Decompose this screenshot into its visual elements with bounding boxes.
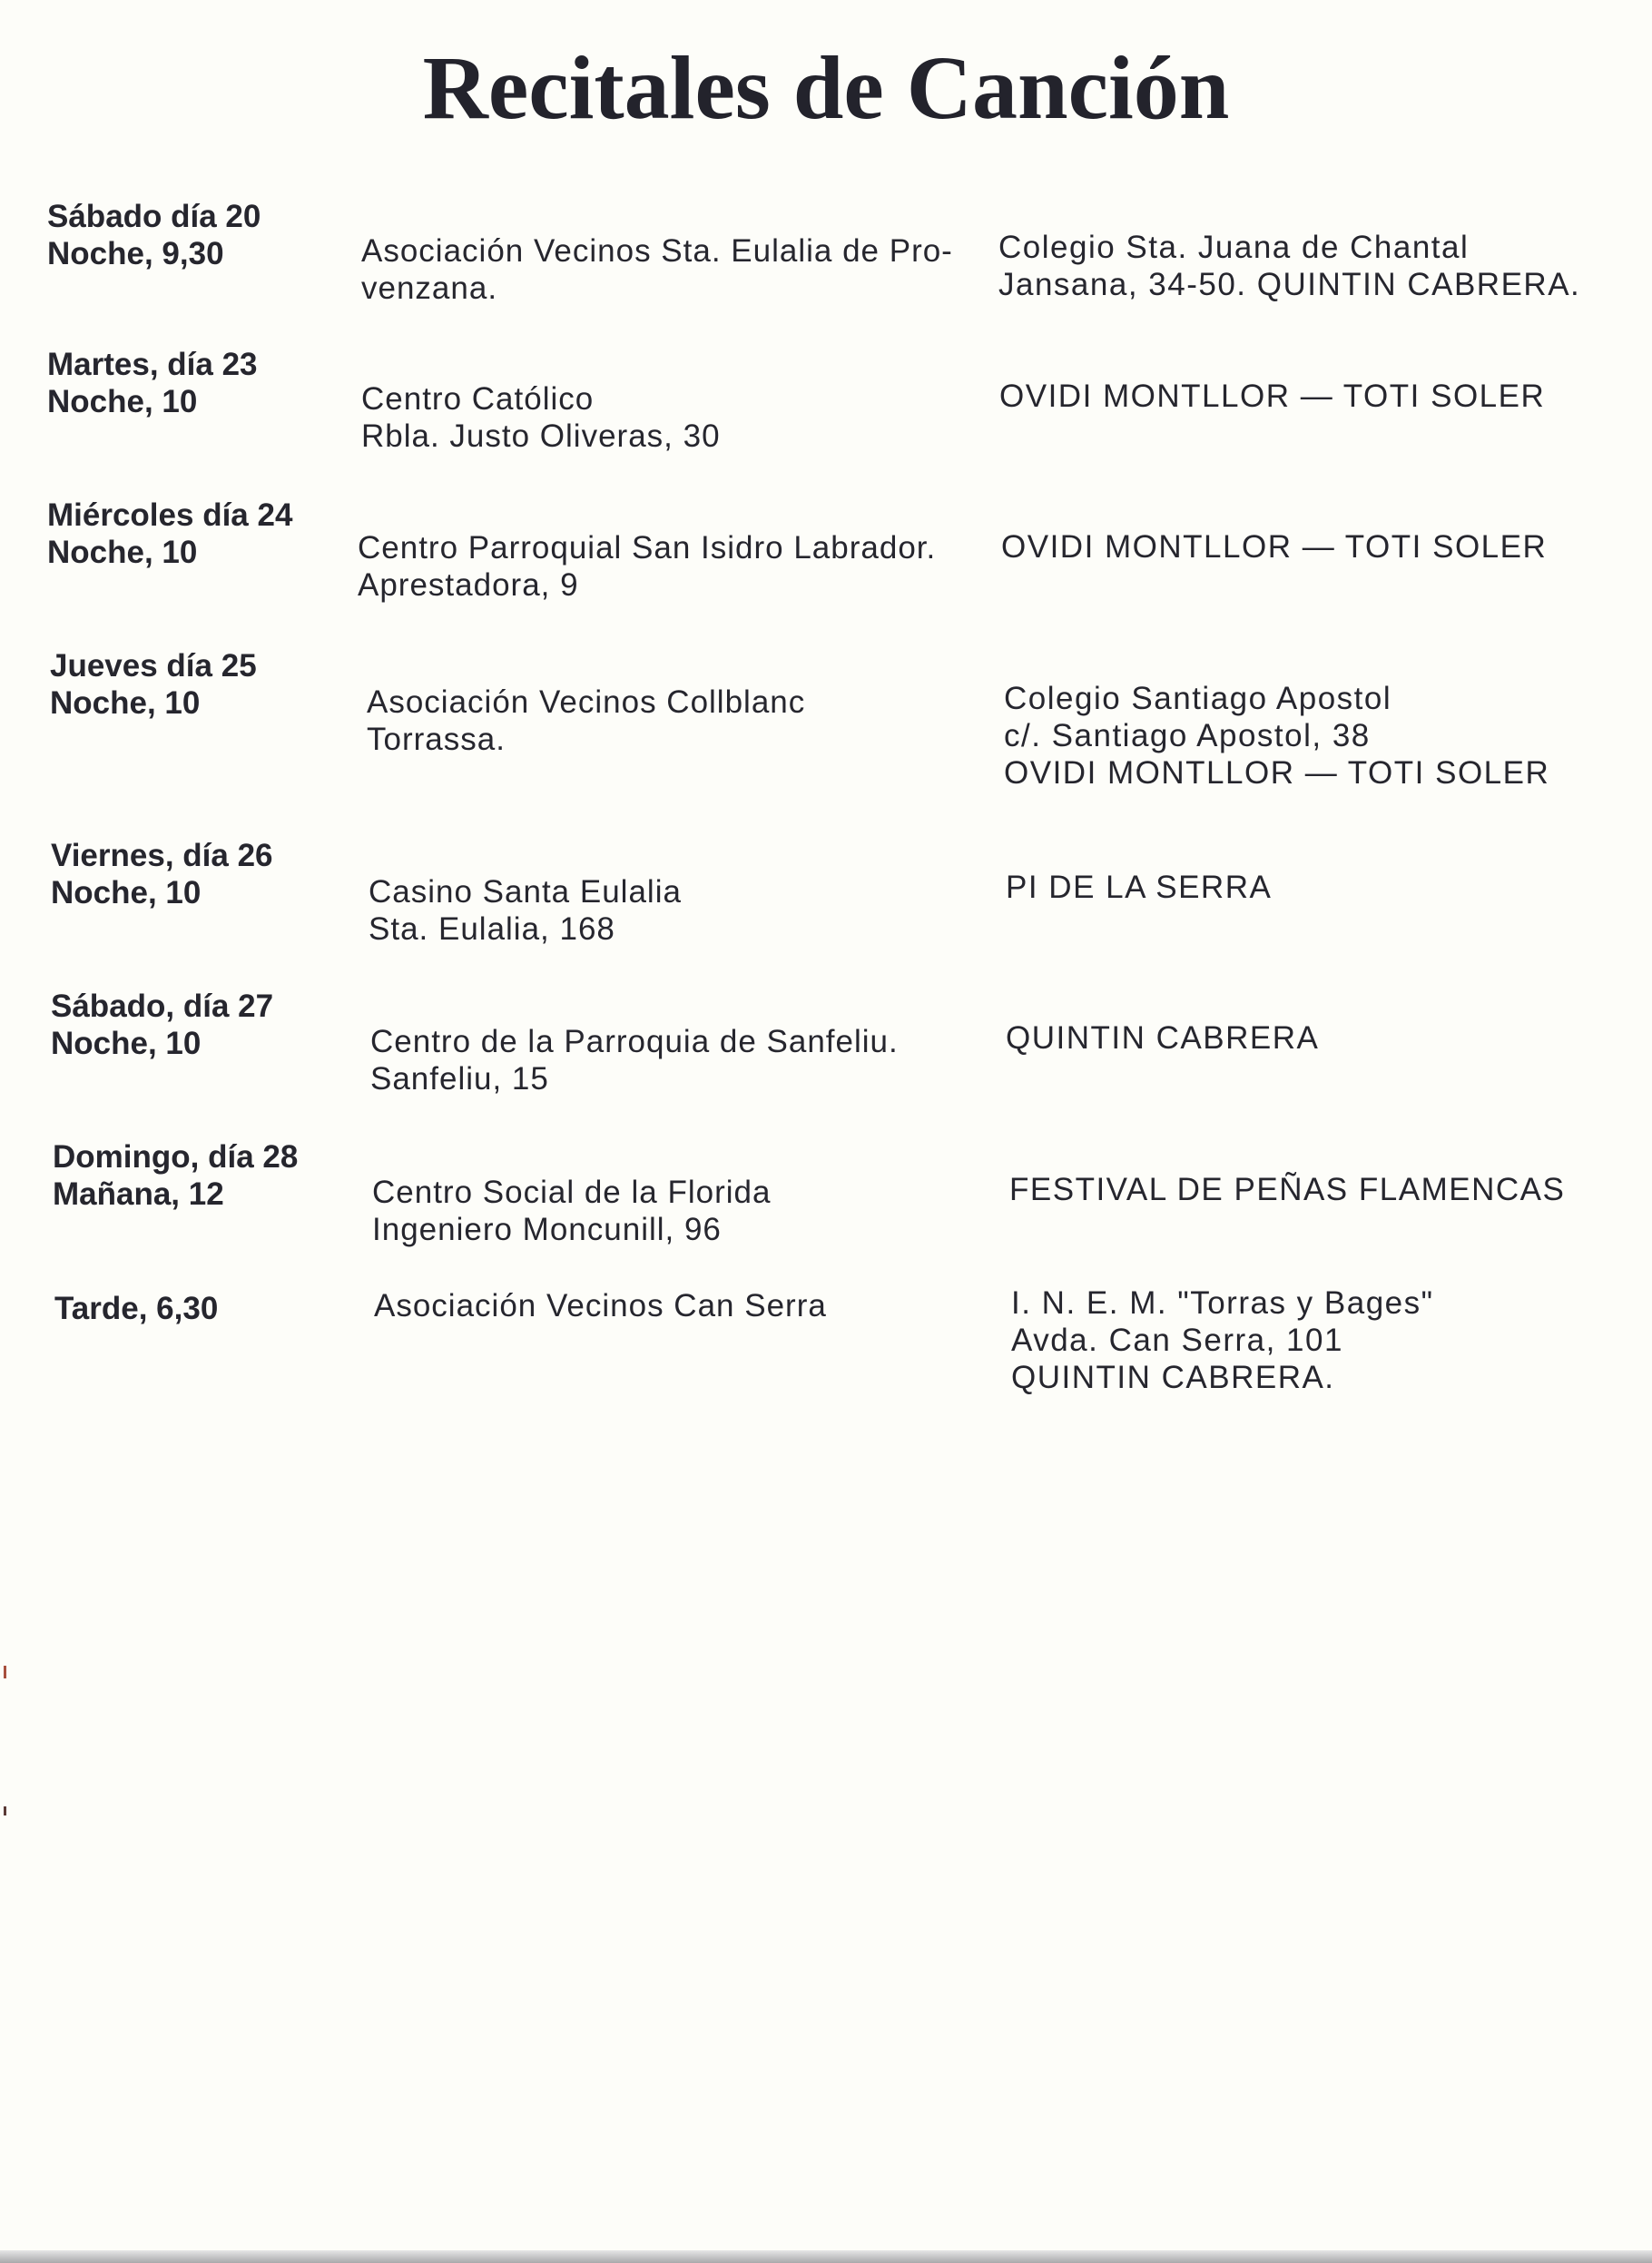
event-date-line: Noche, 10 [47, 535, 198, 570]
event-venue-line: Rbla. Justo Oliveras, 30 [361, 418, 721, 454]
event-date-line: Viernes, día 26 [51, 838, 273, 873]
event-date-line: Noche, 10 [51, 1026, 202, 1061]
event-date-line: Tarde, 6,30 [54, 1291, 219, 1326]
event-detail [1006, 869, 1272, 906]
event-detail-line: Jansana, 34-50. QUINTIN CABRERA. [998, 267, 1581, 302]
event-date-line: Jueves día 25 [50, 648, 257, 684]
event-date-line: Noche, 10 [47, 384, 198, 419]
event-date-line: Noche, 9,30 [47, 236, 224, 271]
event-venue-line: Ingeniero Moncunill, 96 [372, 1212, 722, 1247]
event-detail-line: OVIDI MONTLLOR — TOTI SOLER [1001, 529, 1548, 565]
event-venue-line: Centro Católico [361, 381, 595, 417]
event-detail-line: Colegio Santiago Apostol [1004, 681, 1392, 716]
event-venue-line: Centro Parroquial San Isidro Labrador. [358, 530, 937, 566]
binding-mark [4, 1666, 6, 1678]
event-detail-line: OVIDI MONTLLOR — TOTI SOLER [1004, 755, 1550, 791]
event-detail-line: QUINTIN CABRERA [1006, 1020, 1320, 1056]
event-venue-line: Sta. Eulalia, 168 [369, 911, 615, 947]
event-date [47, 497, 292, 571]
event-venue-line: Centro Social de la Florida [372, 1175, 772, 1210]
event-venue-line: Asociación Vecinos Can Serra [374, 1288, 827, 1323]
event-venue-line: Sanfeliu, 15 [370, 1061, 549, 1097]
event-detail [1001, 528, 1547, 566]
event-venue-line: Casino Santa Eulalia [369, 874, 682, 910]
event-detail-line: QUINTIN CABRERA. [1011, 1360, 1335, 1395]
event-detail-line: Avda. Can Serra, 101 [1011, 1323, 1343, 1358]
event-detail [999, 378, 1545, 415]
event-detail-line: c/. Santiago Apostol, 38 [1004, 718, 1371, 753]
event-date-line: Noche, 10 [51, 875, 202, 910]
event-detail [1006, 1019, 1319, 1057]
event-venue-line: venzana. [361, 271, 498, 306]
event-venue [372, 1174, 771, 1248]
event-date-line: Miércoles día 24 [47, 497, 293, 533]
event-date-line: Sábado, día 27 [51, 989, 274, 1024]
event-detail-line: OVIDI MONTLLOR — TOTI SOLER [999, 379, 1546, 414]
event-venue [361, 380, 721, 455]
event-detail [1009, 1171, 1565, 1208]
event-venue [370, 1023, 899, 1097]
event-date [47, 198, 261, 272]
event-venue [367, 684, 805, 758]
event-date-line: Sábado día 20 [47, 199, 261, 234]
event-venue-line: Centro de la Parroquia de Sanfeliu. [370, 1024, 899, 1059]
event-detail-line: I. N. E. M. "Torras y Bages" [1011, 1285, 1434, 1321]
event-detail-line: Colegio Sta. Juana de Chantal [998, 230, 1470, 265]
event-date-line: Noche, 10 [50, 685, 201, 721]
event-date [50, 647, 257, 722]
event-date [51, 837, 273, 911]
event-venue-line: Asociación Vecinos Collblanc [367, 684, 806, 720]
event-venue [374, 1287, 827, 1324]
event-detail [1011, 1284, 1434, 1396]
event-date [47, 346, 258, 420]
event-date [51, 988, 273, 1062]
binding-mark [4, 1806, 6, 1815]
event-venue [361, 232, 953, 307]
event-date-line: Domingo, día 28 [53, 1139, 299, 1175]
event-date-line: Mañana, 12 [53, 1176, 224, 1212]
page-edge [0, 2250, 1652, 2263]
event-venue [369, 873, 682, 948]
event-detail-line: PI DE LA SERRA [1006, 870, 1273, 905]
event-detail-line: FESTIVAL DE PEÑAS FLAMENCAS [1009, 1172, 1566, 1207]
event-detail [998, 229, 1580, 303]
page-title: Recitales de Canción [422, 37, 1230, 138]
event-venue-line: Aprestadora, 9 [358, 567, 579, 603]
event-date [54, 1290, 218, 1327]
event-date [53, 1138, 298, 1213]
event-venue-line: Torrassa. [367, 722, 506, 757]
event-detail [1004, 680, 1549, 792]
event-date-line: Martes, día 23 [47, 347, 258, 382]
event-venue-line: Asociación Vecinos Sta. Eulalia de Pro- [361, 233, 953, 269]
event-venue [358, 529, 936, 604]
